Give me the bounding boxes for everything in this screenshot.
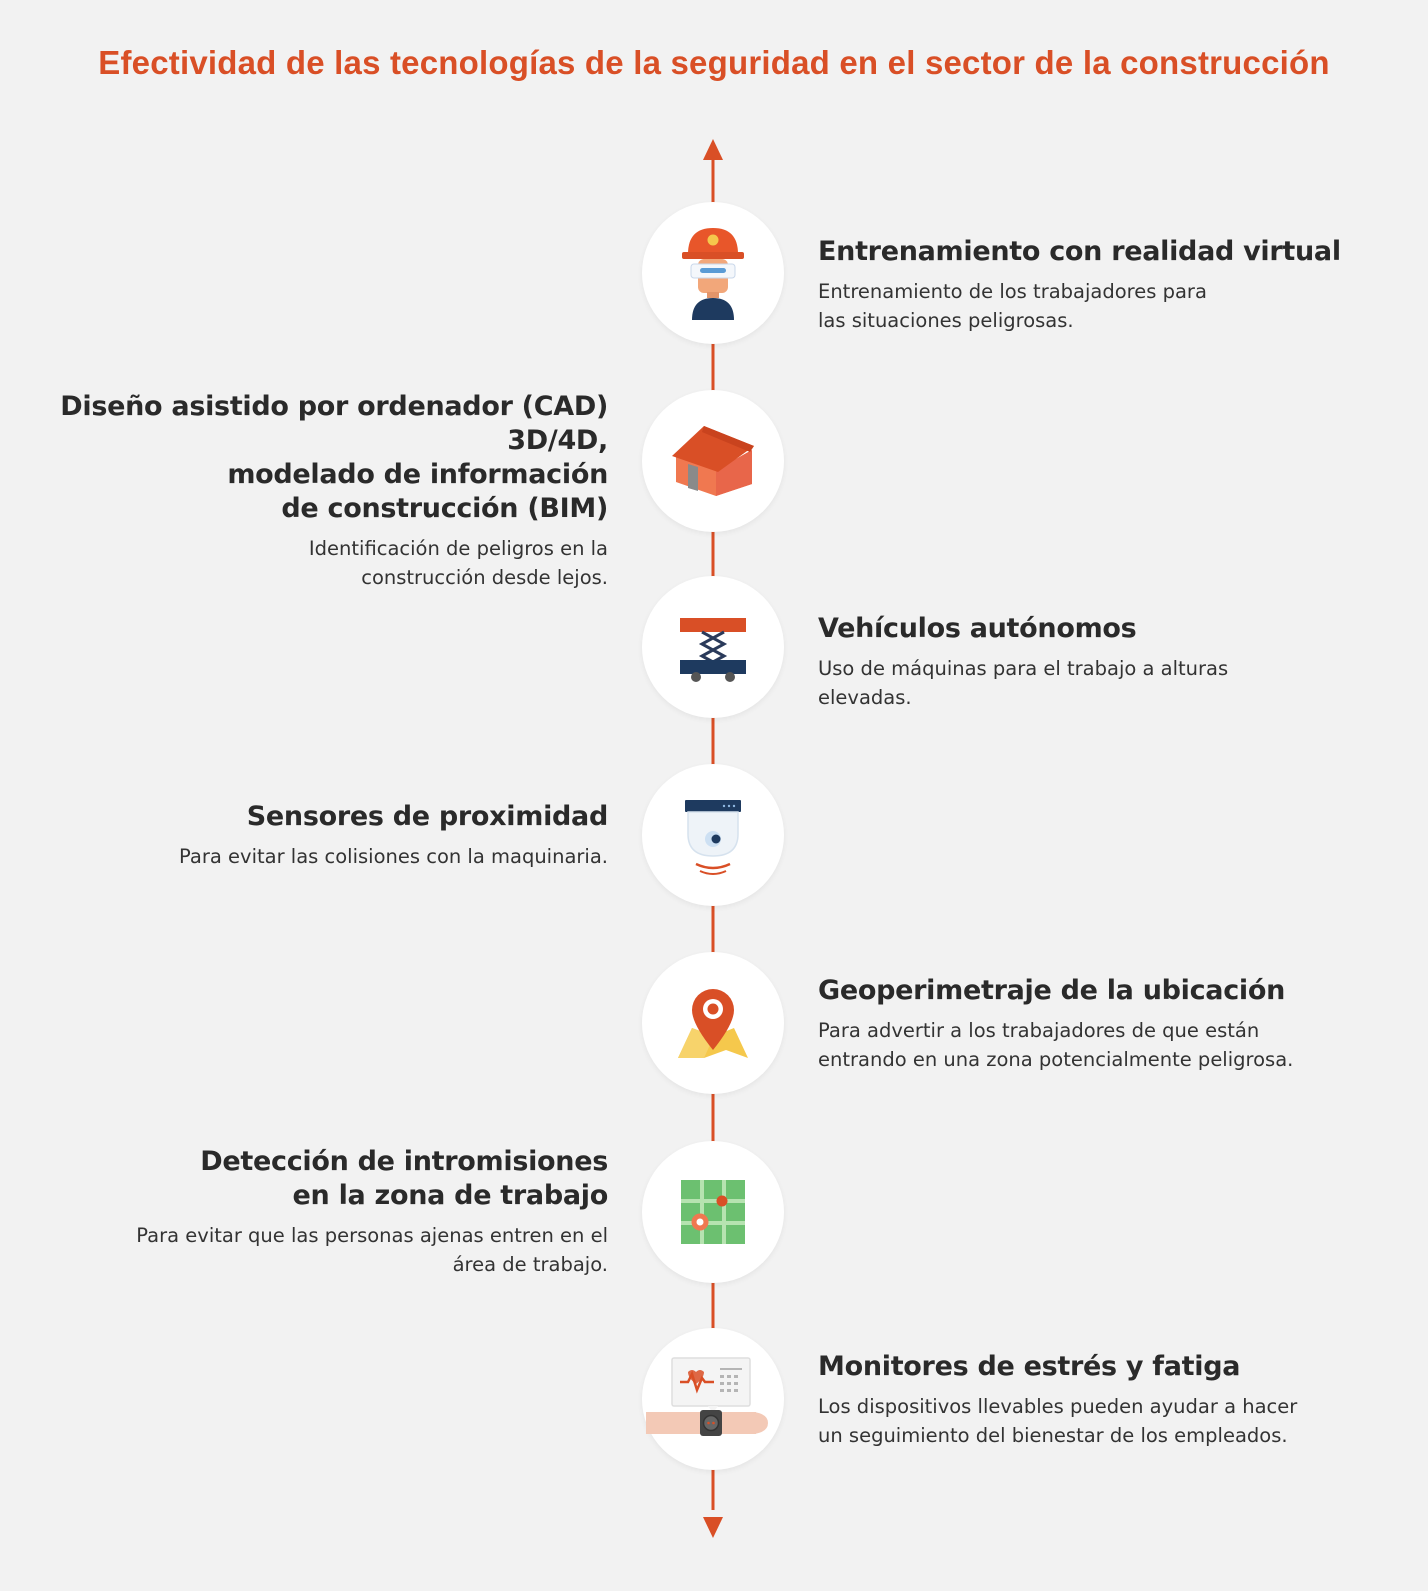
entry-description: Para evitar que las personas ajenas entren en el área de trabajo. bbox=[136, 1224, 608, 1276]
timeline-node-lift bbox=[642, 576, 784, 718]
entry-title: Geoperimetraje de la ubicación bbox=[818, 975, 1286, 1006]
entry-title: Entrenamiento con realidad virtual bbox=[818, 236, 1341, 267]
entry-autonomous-vehicles bbox=[818, 612, 1398, 712]
zone-grid-icon bbox=[642, 1141, 784, 1283]
arrow-down-icon bbox=[703, 1517, 723, 1538]
timeline-node-zone bbox=[642, 1141, 784, 1283]
entry-description: Entrenamiento de los trabajadores para las situaciones peligrosas. bbox=[818, 280, 1207, 332]
timeline-node-vr bbox=[642, 202, 784, 344]
house-icon bbox=[642, 390, 784, 532]
page-title: Efectividad de las tecnologías de la seguridad en el sector de la construcción bbox=[98, 44, 1330, 81]
entry-title: Sensores de proximidad bbox=[246, 801, 608, 832]
entry-geofencing bbox=[818, 974, 1398, 1074]
wearable-monitor-icon bbox=[642, 1328, 784, 1470]
entry-stress-monitors bbox=[818, 1350, 1398, 1450]
entry-description: Para advertir a los trabajadores de que están entrando en una zona potencialmente peligrosa. bbox=[818, 1019, 1294, 1071]
map-pin-icon bbox=[642, 952, 784, 1094]
entry-cad-bim bbox=[0, 390, 608, 592]
timeline-node-sensor bbox=[642, 764, 784, 906]
entry-description: Los dispositivos llevables pueden ayudar a hacer un seguimiento del bienestar de los empleados. bbox=[818, 1395, 1298, 1447]
entry-proximity-sensors bbox=[0, 800, 608, 871]
arrow-up-icon bbox=[703, 139, 723, 160]
entry-title: Detección de intromisiones en la zona de trabajo bbox=[200, 1146, 608, 1211]
timeline-node-monitor bbox=[642, 1328, 784, 1470]
entry-title: Monitores de estrés y fatiga bbox=[818, 1351, 1241, 1382]
vr-worker-icon bbox=[642, 202, 784, 344]
entry-description: Identificación de peligros en la construcción desde lejos. bbox=[308, 537, 608, 589]
entry-description: Uso de máquinas para el trabajo a alturas elevadas. bbox=[818, 657, 1229, 709]
scissor-lift-icon bbox=[642, 576, 784, 718]
entry-description: Para evitar las colisiones con la maquinaria. bbox=[179, 845, 608, 868]
entry-title: Diseño asistido por ordenador (CAD) 3D/4D, modelado de información de construcción (BIM) bbox=[60, 391, 608, 524]
timeline-node-house bbox=[642, 390, 784, 532]
timeline-node-geofence bbox=[642, 952, 784, 1094]
proximity-sensor-icon bbox=[642, 764, 784, 906]
entry-vr-training bbox=[818, 235, 1398, 335]
entry-intrusion-detection bbox=[0, 1145, 608, 1279]
entry-title: Vehículos autónomos bbox=[818, 613, 1137, 644]
